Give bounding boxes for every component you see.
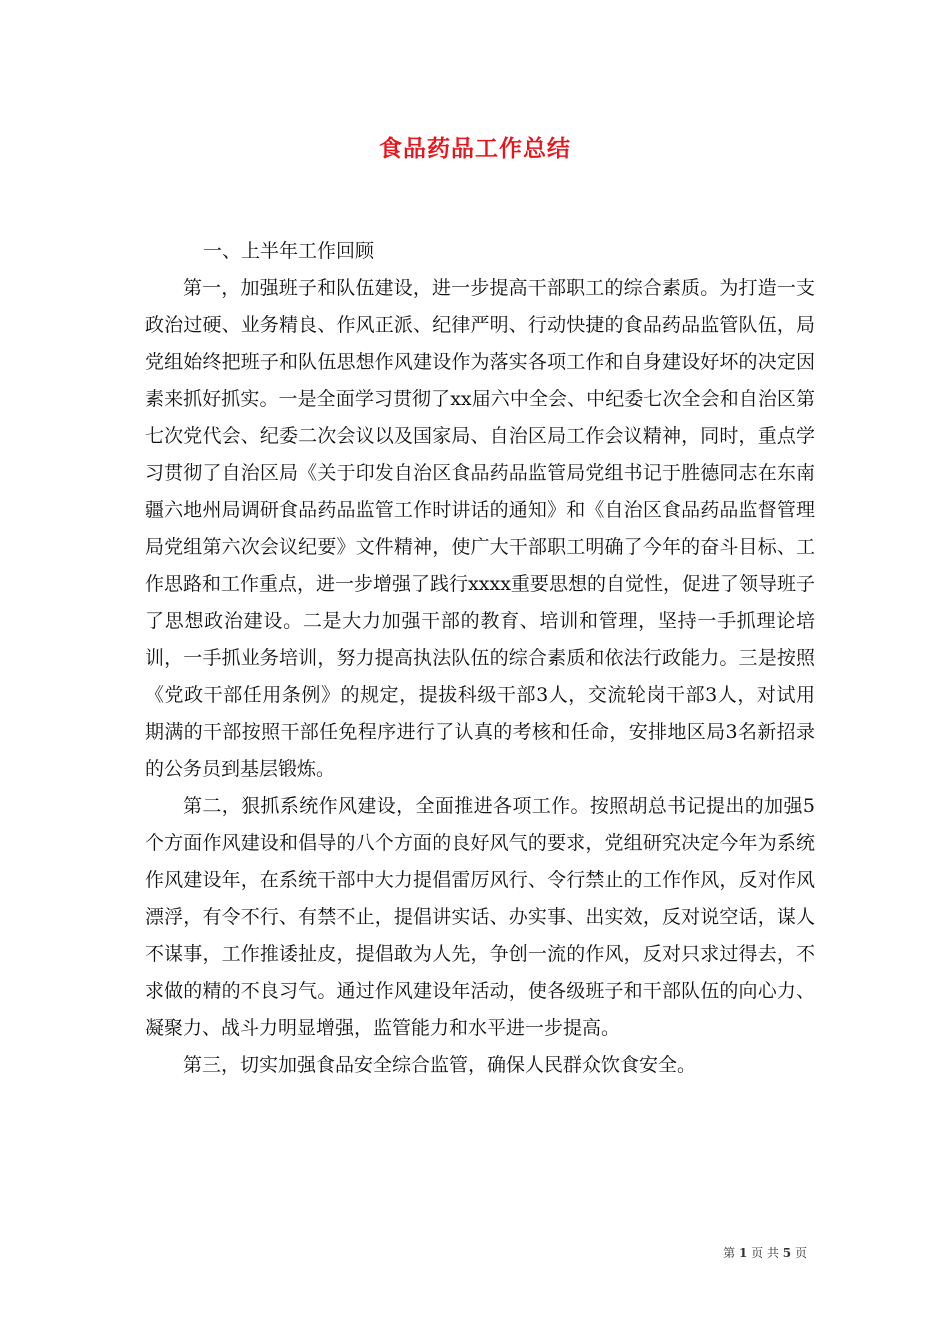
document-title: 食品药品工作总结 — [379, 135, 571, 162]
footer-middle: 页 共 — [751, 1246, 779, 1260]
footer-suffix: 页 — [794, 1246, 807, 1260]
paragraph-1: 第一，加强班子和队伍建设，进一步提高干部职工的综合素质。为打造一支政治过硬、业务精良、作风正派、纪律严明、行动快捷的食品药品监管队伍，局党组始终把班子和队伍思想作风建设作为落实各项工作和自身建设好坏的决定因素来抓好抓实。一是全面学习贯彻了xx届六中全会、中纪委七次全会和自治区第七次党代会、纪委二次会议以及国家局、自治区局工作会议精神，同时，重点学习贯彻了自治区局《关于印发自治区食品药品监管局党组书记于胜德同志在东南疆六地州局调研食品药品监管工作时讲话的通知》和《自治区食品药品监督管理局党组第六次会议纪要》文件精神，使广大干部职工明确了今年的奋斗目标、工作思路和工作重点，进一步增强了践行xxxx重要思想的自觉性，促进了领导班子了思想政治建设。二是大力加强干部的教育、培训和管理，坚持一手抓理论培训，一手抓业务培训，努力提高执法队伍的综合素质和依法行政能力。三是按照《党政干部任用条例》的规定，提拔科级干部3人，交流轮岗干部3人，对试用期满的干部按照干部任免程序进行了认真的考核和任命，安排地区局3名新招录的公务员到基层锻炼。 — [145, 277, 815, 780]
current-page-number: 1 — [738, 1246, 748, 1260]
section-heading: 一、上半年工作回顾 — [203, 240, 375, 262]
paragraph-2: 第二，狠抓系统作风建设，全面推进各项工作。按照胡总书记提出的加强5个方面作风建设和倡导的八个方面的良好风气的要求，党组研究决定今年为系统作风建设年，在系统干部中大力提倡雷厉风行、令行禁止的工作作风，反对作风漂浮，有令不行、有禁不止，提倡讲实话、办实事、出实效，反对说空话，谋人不谋事，工作推诿扯皮，提倡敢为人先，争创一流的作风，反对只求过得去，不求做的精的不良习气。通过作风建设年活动，使各级班子和干部队伍的向心力、凝聚力、战斗力明显增强，监管能力和水平进一步提高。 — [145, 795, 815, 1039]
document-body — [145, 233, 815, 1084]
paragraph-3: 第三，切实加强食品安全综合监管，确保人民群众饮食安全。 — [183, 1054, 697, 1076]
footer-prefix: 第 — [723, 1246, 736, 1260]
total-pages-number: 5 — [782, 1246, 792, 1260]
page-number-footer — [723, 1244, 807, 1261]
